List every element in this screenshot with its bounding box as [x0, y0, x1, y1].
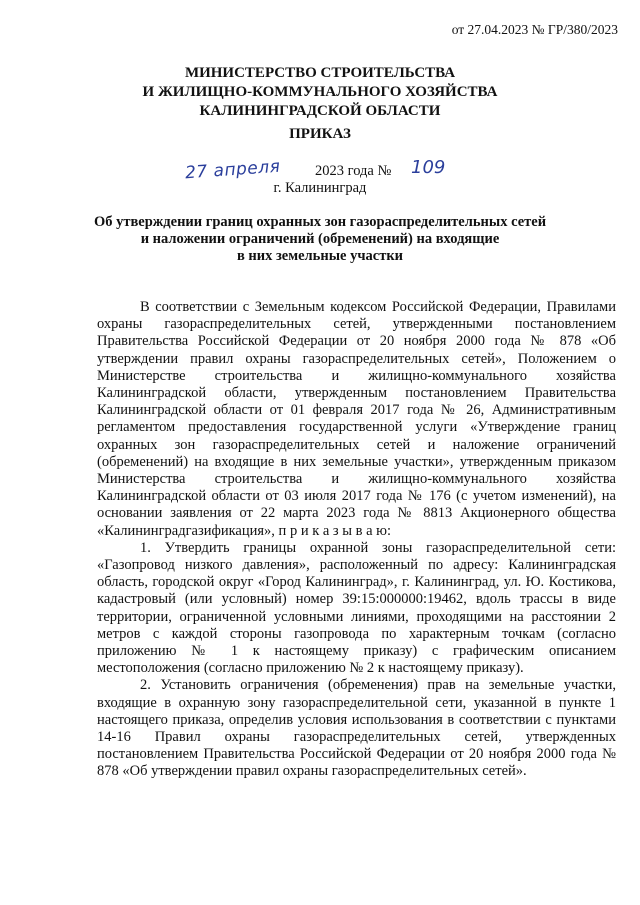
order-subject [0, 214, 640, 265]
ministry-title-line: И ЖИЛИЩНО-КОММУНАЛЬНОГО ХОЗЯЙСТВА [142, 84, 498, 100]
ministry-title-line: МИНИСТЕРСТВО СТРОИТЕЛЬСТВА [184, 65, 456, 81]
clause-1-paragraph: 1. Утвердить границы охранной зоны газораспределительной сети: «Газопровод низкого давления», расположенный по адресу: Калининградская область, городской округ «Город Калининград», г. Калининград, ул. Ю. Костикова, кадастровый (или условный) номер 39:15:000000:19462, вдоль трассы в виде территории, ограниченной условными линиями, проходящими на расстоянии 2 метров с каждой стороны газопровода по характерным точкам (согласно приложению № 1 к настоящему приказу) с графическим описанием местоположения (согласно приложению № 2 к настоящему приказу). [97, 539, 616, 677]
handwritten-date: 27 апреля [184, 156, 282, 184]
document-type: ПРИКАЗ [289, 126, 351, 142]
subject-line: в них земельные участки [236, 248, 404, 264]
clause-2-paragraph: 2. Установить ограничения (обременения) прав на земельные участки, входящие в охранную зону газораспределительной сети, указанной в пункте 1 настоящего приказа, определив условия использования в соответствии с пунктами 14-16 Правил охраны газораспределительных сетей, утвержденных постановлением Правительства Российской Федерации от 20 ноября 2000 года № 878 «Об утверждении правил охраны газораспределительных сетей». [97, 677, 616, 780]
city: г. Калининград [273, 180, 367, 196]
ministry-title-line: КАЛИНИНГРАДСКОЙ ОБЛАСТИ [199, 103, 441, 119]
year-label: 2023 года № [315, 163, 392, 179]
order-body [97, 299, 616, 781]
handwritten-order-number: 109 [411, 157, 446, 178]
preamble-paragraph: В соответствии с Земельным кодексом Российской Федерации, Правилами охраны газораспределительных сетей, утвержденными постановлением Правительства Российской Федерации от 20 ноября 2000 года № 878 «Об утверждении правил охраны газораспределительных сетей», Положением о Министерстве строительства и жилищно-коммунального хозяйства Калининградской области, утвержденным постановлением Правительства Калининградской области от 01 февраля 2017 года № 26, Административным регламентом предоставления государственной услуги «Утверждение границ охранных зон газораспределительных сетей и наложение ограничений (обременений) на входящие в них земельные участки», утвержденным приказом Министерства строительства и жилищно-коммунального хозяйства Калининградской области от 03 июля 2017 года № 176 (с учетом изменений), на основании заявления от 22 марта 2023 года № 8813 Акционерного общества «Калининградгазификация», п р и к а з ы в а ю: [97, 299, 616, 539]
registration-number: от 27.04.2023 № ГР/380/2023 [451, 22, 618, 37]
subject-line: Об утверждении границ охранных зон газораспределительных сетей [93, 214, 547, 230]
ministry-title [0, 64, 640, 121]
subject-line: и наложении ограничений (обременений) на входящие [140, 231, 500, 247]
